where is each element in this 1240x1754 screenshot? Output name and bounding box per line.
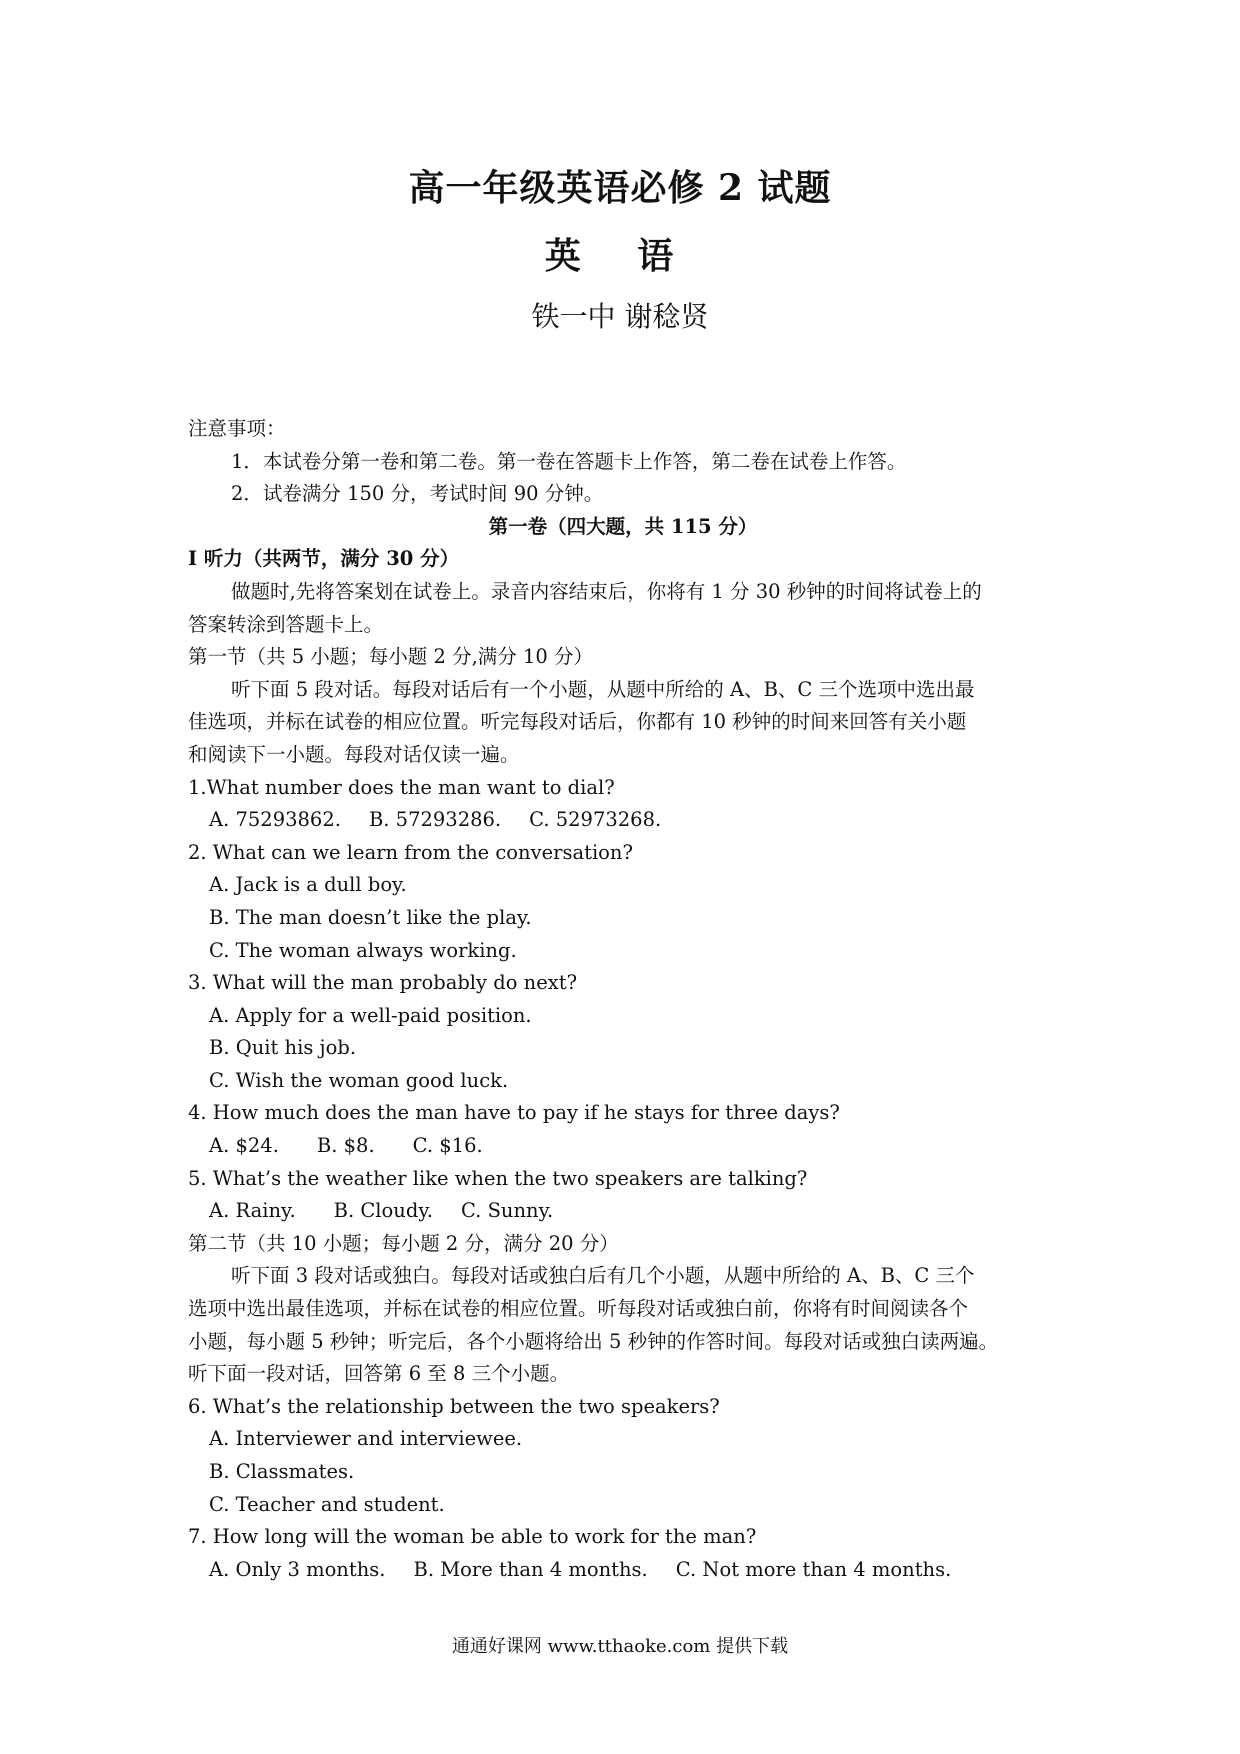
subject-title: 英 语 [544,235,696,277]
option: A. Apply for a well-paid position. [209,1003,532,1027]
exam-title: 高一年级英语必修 2 试题 [408,167,832,209]
section-heading: 第二节（共 10 小题；每小题 2 分，满分 20 分） [188,1231,619,1255]
footer-source: 通通好课网 www.tthaoke.com 提供下载 [451,1636,789,1657]
notice-heading: 注意事项： [188,417,286,440]
notice-item: 1．本试卷分第一卷和第二卷。第一卷在答题卡上作答，第二卷在试卷上作答。 [231,449,907,473]
option: B. $8. [316,1134,375,1158]
option: B. 57293286. [368,808,502,832]
options-row [188,1195,1058,1228]
question-text: 6. What’s the relationship between the two speakers? [188,1394,720,1418]
question-text: 2. What can we learn from the conversation? [188,840,633,864]
option: A. Only 3 months. [209,1557,386,1581]
part-intro-line: 做题时,先将答案划在试卷上。录音内容结束后，你将有 1 分 30 秒钟的时间将试卷上的 [231,579,982,603]
question-text: 7. How long will the woman be able to work for the man? [188,1525,757,1549]
option: B. Quit his job. [209,1036,357,1060]
notice-item: 2．试卷满分 150 分，考试时间 90 分钟。 [231,482,604,506]
question-text: 1.What number does the man want to dial? [188,775,615,799]
section-intro-line: 听下面 3 段对话或独白。每段对话或独白后有几个小题，从题中所给的 A、B、C 三个 [231,1264,975,1288]
option: C. Wish the woman good luck. [209,1068,509,1092]
part-heading: I 听力（共两节，满分 30 分） [188,547,460,571]
section-heading: 第一节（共 5 小题；每小题 2 分,满分 10 分） [188,645,594,669]
option: C. Teacher and student. [209,1492,445,1516]
option: A. 75293862. [209,808,341,832]
section-intro-line: 小题，每小题 5 秒钟；听完后，各个小题将给出 5 秒钟的作答时间。每段对话或独白读两遍。 [188,1329,999,1353]
volume-title: 第一卷（四大题，共 115 分） [488,514,758,538]
option: C. Not more than 4 months. [675,1557,952,1581]
question-text: 4. How much does the man have to pay if he stays for three days? [188,1101,840,1125]
option: C. 52973268. [529,808,662,832]
option: B. Cloudy. [333,1199,433,1223]
options-row [188,1554,1058,1587]
option: B. More than 4 months. [413,1557,648,1581]
options-row [188,804,1058,837]
section-intro-line: 选项中选出最佳选项，并标在试卷的相应位置。听每段对话或独白前，你将有时间阅读各个 [188,1297,969,1321]
option: B. The man doesn’t like the play. [209,905,532,929]
option: A. Jack is a dull boy. [209,873,407,897]
options-row [188,1130,1058,1163]
option: A. Interviewer and interviewee. [209,1427,523,1451]
section-intro-line: 听下面 5 段对话。每段对话后有一个小题，从题中所给的 A、B、C 三个选项中选出最 [231,677,975,701]
option: B. Classmates. [209,1460,355,1483]
option: A. Rainy. [209,1199,296,1223]
section-intro-line: 佳选项，并标在试卷的相应位置。听完每段对话后，你都有 10 秒钟的时间来回答有关小题 [188,710,967,734]
option: A. $24. [209,1134,279,1158]
part-intro-line: 答案转涂到答题卡上。 [188,612,384,636]
question-text: 3. What will the man probably do next? [188,971,578,995]
author-line: 铁一中 谢稔贤 [531,300,709,333]
option: C. $16. [412,1134,483,1158]
question-text: 5. What’s the weather like when the two speakers are talking? [188,1166,808,1190]
exam-body [188,413,1058,1586]
option: C. Sunny. [460,1199,554,1223]
section-instruction: 听下面一段对话，回答第 6 至 8 三个小题。 [188,1362,570,1386]
section-intro-line: 和阅读下一小题。每段对话仅读一遍。 [188,742,520,766]
option: C. The woman always working. [209,938,517,962]
